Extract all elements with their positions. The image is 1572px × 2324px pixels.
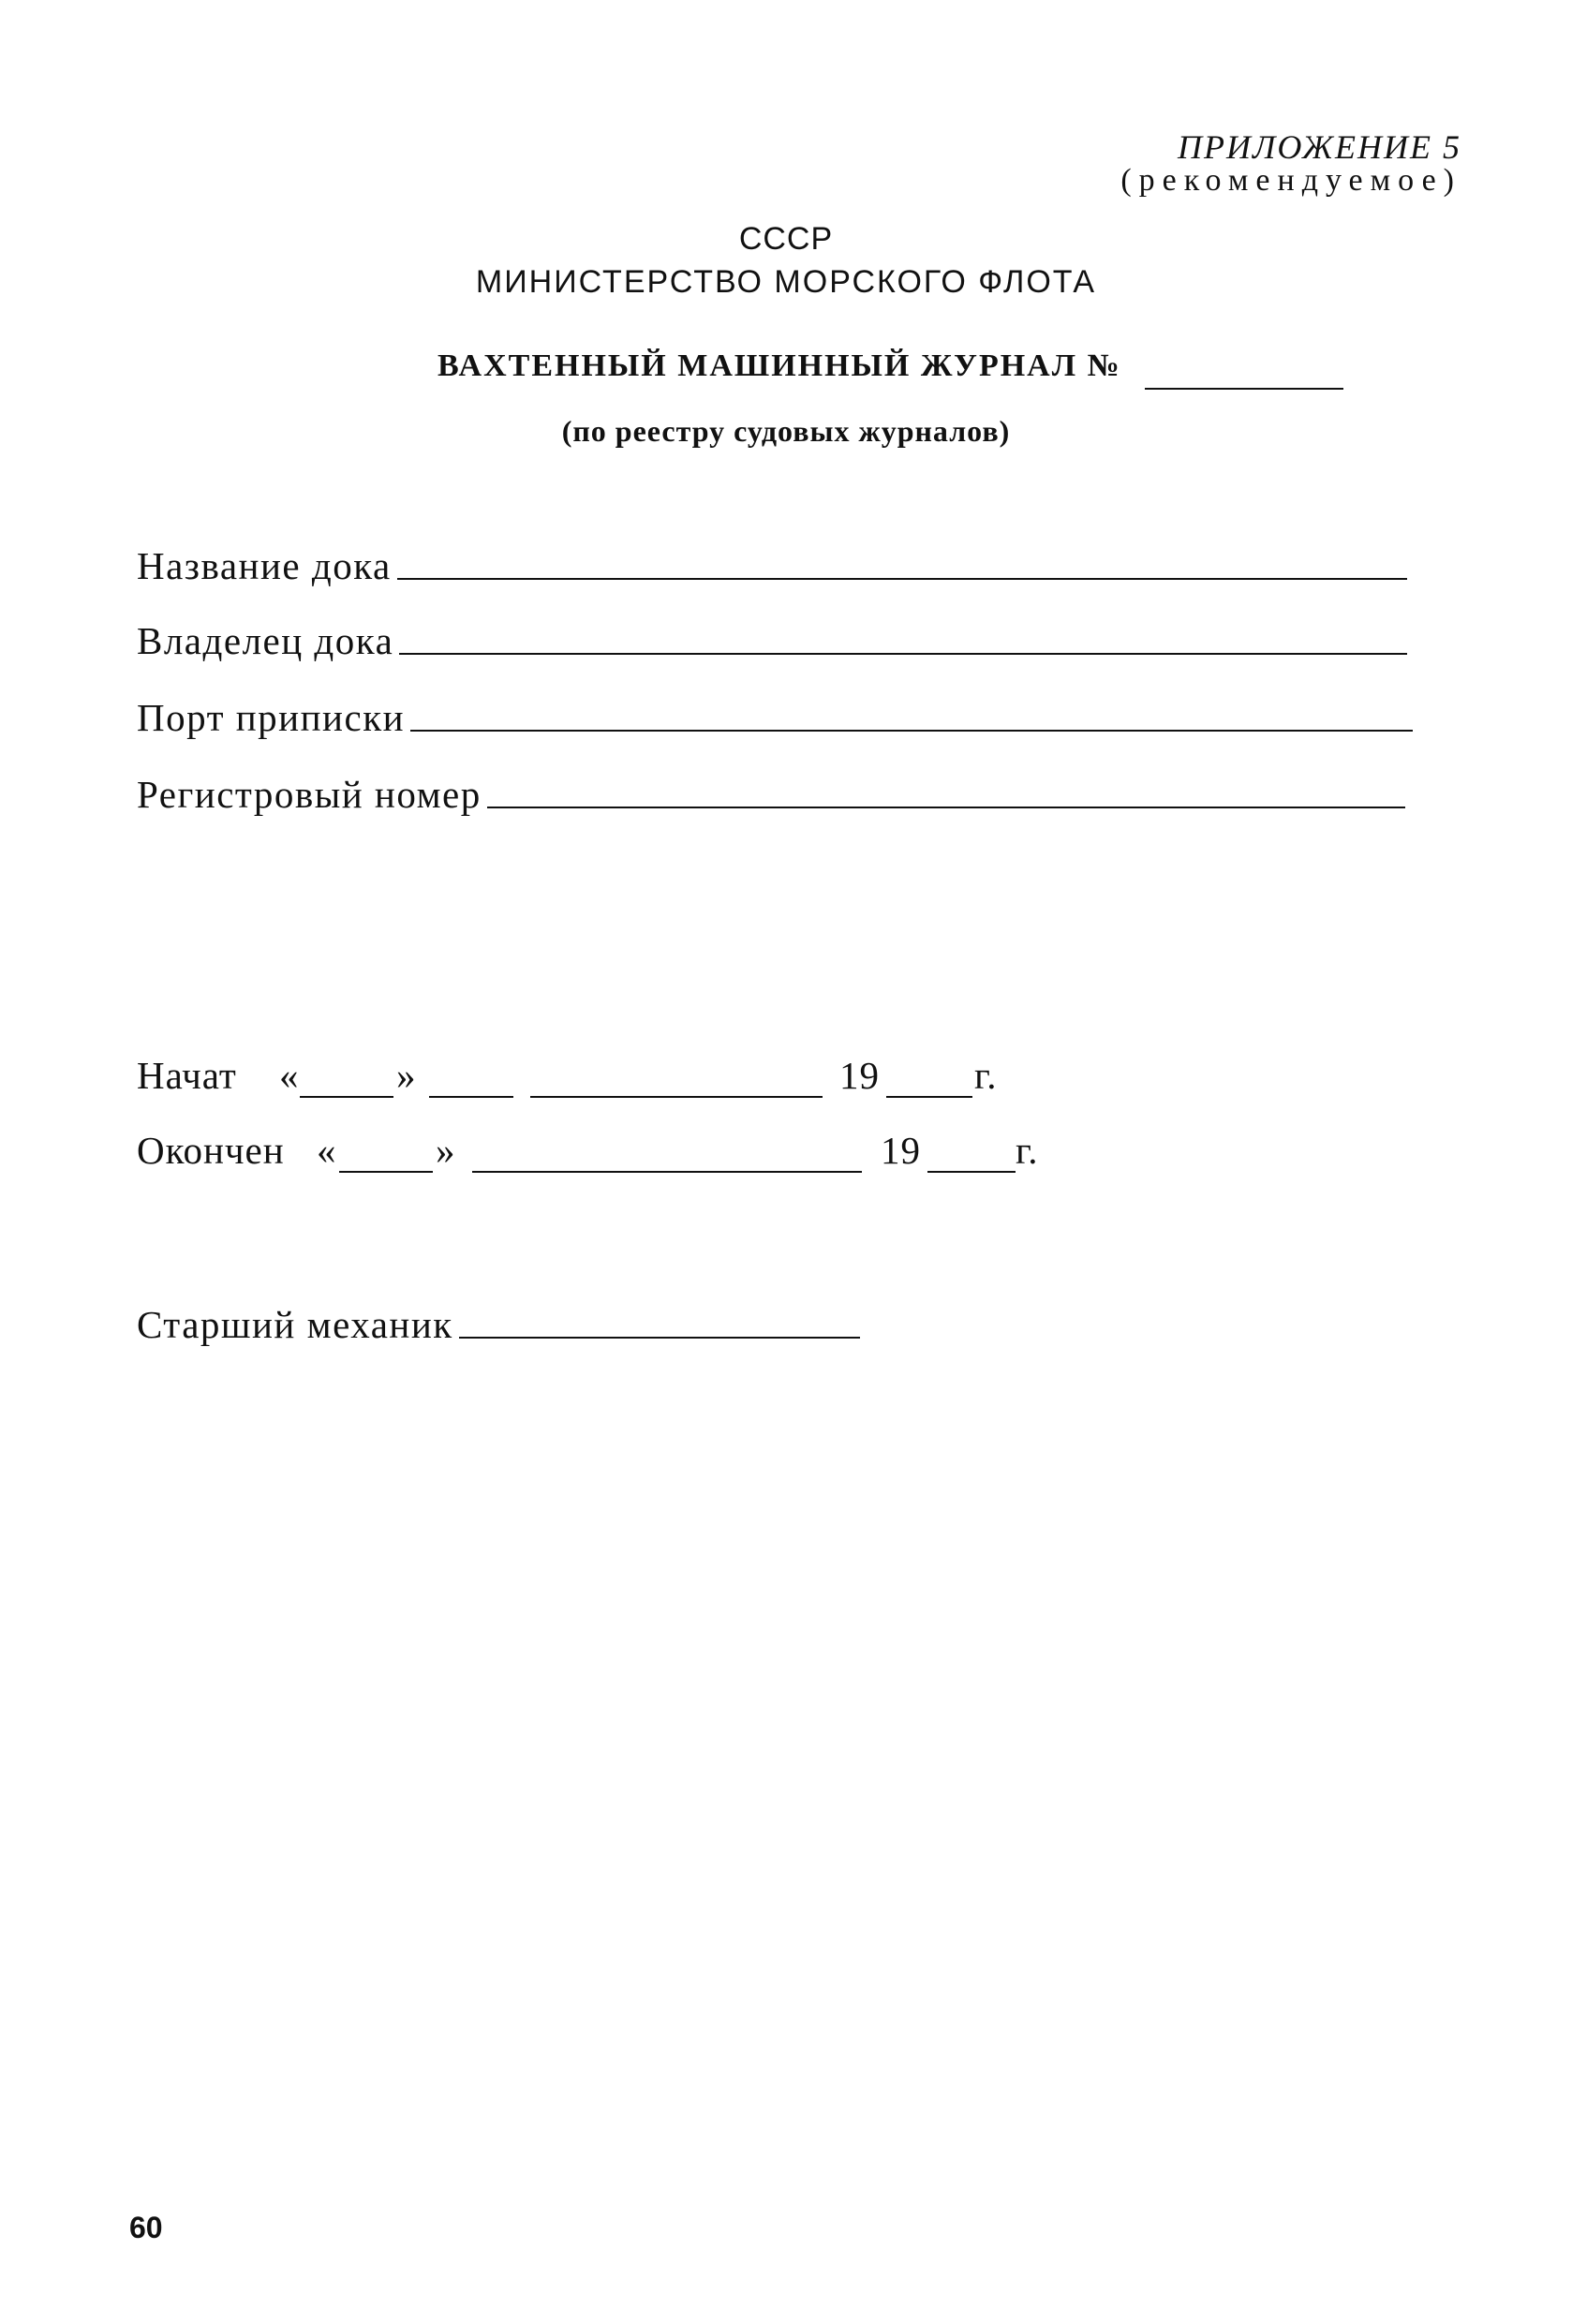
start-year-blank[interactable]: [886, 1096, 972, 1098]
end-day-blank[interactable]: [339, 1171, 433, 1173]
field-register-number: [137, 772, 1405, 817]
appendix-label: ПРИЛОЖЕНИЕ 5: [1178, 128, 1461, 166]
field-dock-name-blank[interactable]: [397, 578, 1407, 580]
field-dock-owner-label: Владелец дока: [137, 619, 394, 662]
signature-chief-engineer: [137, 1302, 860, 1347]
appendix-note: (рекомендуемое): [1120, 163, 1461, 198]
start-year-suffix: г.: [974, 1054, 998, 1097]
end-quote-close: »: [436, 1129, 456, 1172]
end-year-prefix: 19: [881, 1129, 921, 1172]
document-title: ВАХТЕННЫЙ МАШИННЫЙ ЖУРНАЛ №: [437, 348, 1121, 383]
end-year-suffix: г.: [1016, 1129, 1039, 1172]
end-quote-open: «: [317, 1129, 337, 1172]
org-ministry: МИНИСТЕРСТВО МОРСКОГО ФЛОТА: [475, 264, 1097, 300]
field-dock-owner-blank[interactable]: [399, 653, 1407, 655]
start-year-prefix: 19: [839, 1054, 880, 1097]
signature-label: Старший механик: [137, 1303, 453, 1346]
page-number: 60: [129, 2211, 163, 2244]
field-home-port-label: Порт приписки: [137, 696, 406, 739]
start-date-label: Начат: [137, 1054, 237, 1097]
field-dock-name-label: Название дока: [137, 544, 392, 587]
start-quote-open: «: [279, 1054, 300, 1097]
end-year-blank[interactable]: [927, 1171, 1016, 1173]
end-date-label: Окончен: [137, 1129, 285, 1172]
field-register-number-blank[interactable]: [487, 807, 1405, 808]
start-month-blank-b[interactable]: [530, 1096, 823, 1098]
org-country: СССР: [738, 221, 834, 257]
signature-blank[interactable]: [459, 1337, 860, 1339]
start-quote-close: »: [396, 1054, 417, 1097]
field-dock-name: [137, 543, 1407, 588]
field-home-port: [137, 695, 1413, 740]
end-month-blank[interactable]: [472, 1171, 862, 1173]
document-subtitle: (по реестру судовых журналов): [561, 414, 1011, 448]
journal-number-blank[interactable]: [1145, 388, 1343, 390]
field-home-port-blank[interactable]: [410, 730, 1413, 732]
field-dock-owner: [137, 618, 1407, 663]
start-day-blank[interactable]: [300, 1096, 393, 1098]
start-month-blank-a[interactable]: [429, 1096, 513, 1098]
field-register-number-label: Регистровый номер: [137, 773, 482, 816]
